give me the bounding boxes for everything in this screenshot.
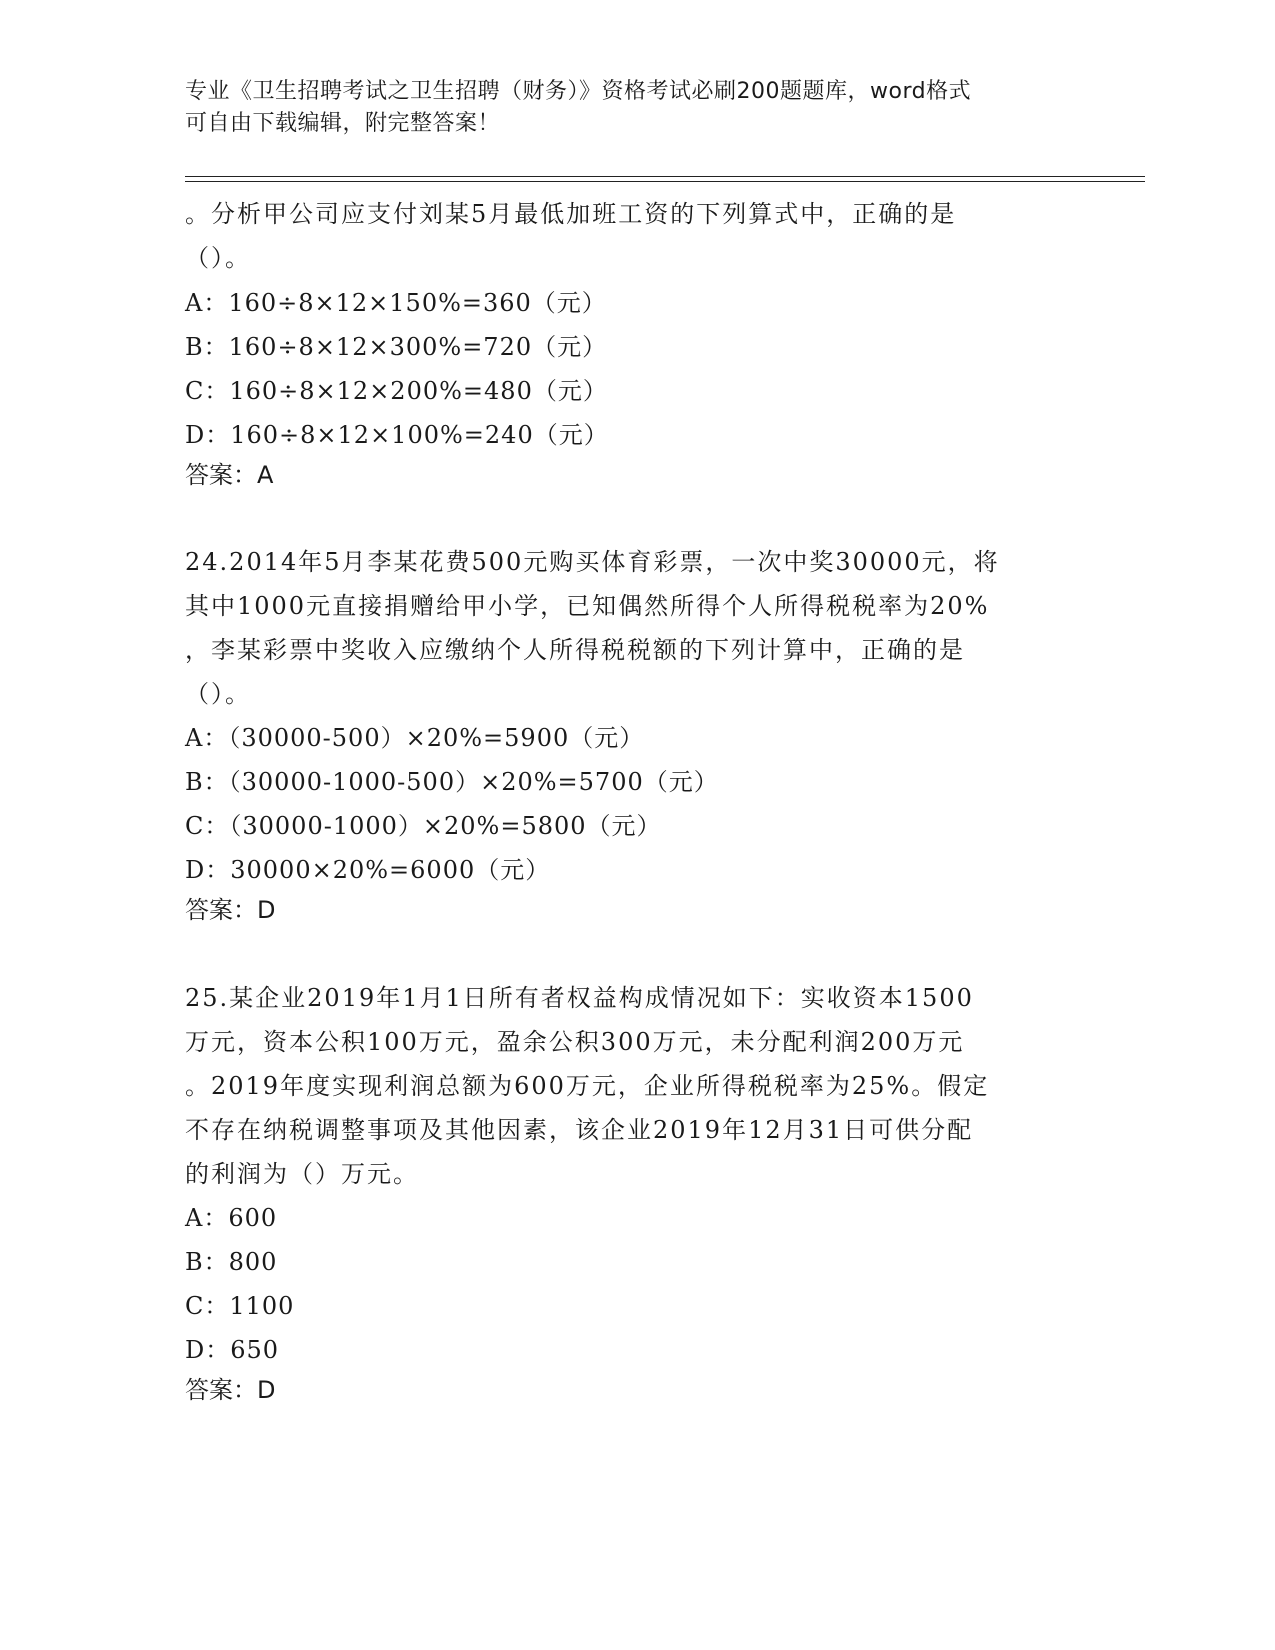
q23-option-b: B：160÷8×12×300%=720（元） (185, 333, 608, 361)
q24-option-d: D：30000×20%=6000（元） (185, 856, 551, 884)
header-line-1: 专业《卫生招聘考试之卫生招聘（财务）》资格考试必刷200题题库，word格式 (185, 79, 972, 104)
q25-stem-line-3: 。2019年度实现利润总额为600万元，企业所得税税率为25%。假定 (185, 1072, 990, 1100)
q25-option-b: B：800 (185, 1248, 278, 1276)
q25-option-a: A：600 (185, 1204, 278, 1232)
q23-option-c: C：160÷8×12×200%=480（元） (185, 377, 608, 405)
q25-stem-line-4: 不存在纳税调整事项及其他因素，该企业2019年12月31日可供分配 (185, 1116, 974, 1144)
header-line-2: 可自由下载编辑，附完整答案！ (185, 111, 501, 136)
header-divider-bottom (185, 181, 1145, 182)
q24-option-c: C：（30000-1000）×20%=5800（元） (185, 812, 662, 840)
q25-option-d: D：650 (185, 1336, 280, 1364)
q24-stem-line-2: 其中1000元直接捐赠给甲小学，已知偶然所得个人所得税税率为20% (185, 592, 990, 620)
q24-option-b: B：（30000-1000-500）×20%=5700（元） (185, 768, 719, 796)
q23-stem-line-2: （）。 (185, 244, 251, 272)
q24-stem-line-3: ，李某彩票中奖收入应缴纳个人所得税税额的下列计算中，正确的是 (185, 636, 965, 664)
q25-option-c: C：1100 (185, 1292, 295, 1320)
q24-option-a: A：（30000-500）×20%=5900（元） (185, 724, 645, 752)
q25-answer: 答案：D (185, 1376, 276, 1404)
q24-stem-line-1: 24.2014年5月李某花费500元购买体育彩票，一次中奖30000元，将 (185, 548, 1000, 576)
q23-answer: 答案：A (185, 461, 274, 489)
q23-stem-line-1: 。分析甲公司应支付刘某5月最低加班工资的下列算式中，正确的是 (185, 200, 957, 228)
header-divider-top (185, 176, 1145, 177)
q25-stem-line-1: 25.某企业2019年1月1日所有者权益构成情况如下：实收资本1500 (185, 984, 974, 1012)
q23-option-a: A：160÷8×12×150%=360（元） (185, 289, 607, 317)
q25-stem-line-2: 万元，资本公积100万元，盈余公积300万元，未分配利润200万元 (185, 1028, 965, 1056)
document-header (185, 76, 1085, 140)
q25-stem-line-5: 的利润为（）万元。 (185, 1160, 419, 1188)
q24-stem-line-4: （）。 (185, 680, 251, 708)
q23-option-d: D：160÷8×12×100%=240（元） (185, 421, 609, 449)
q24-answer: 答案：D (185, 896, 276, 924)
